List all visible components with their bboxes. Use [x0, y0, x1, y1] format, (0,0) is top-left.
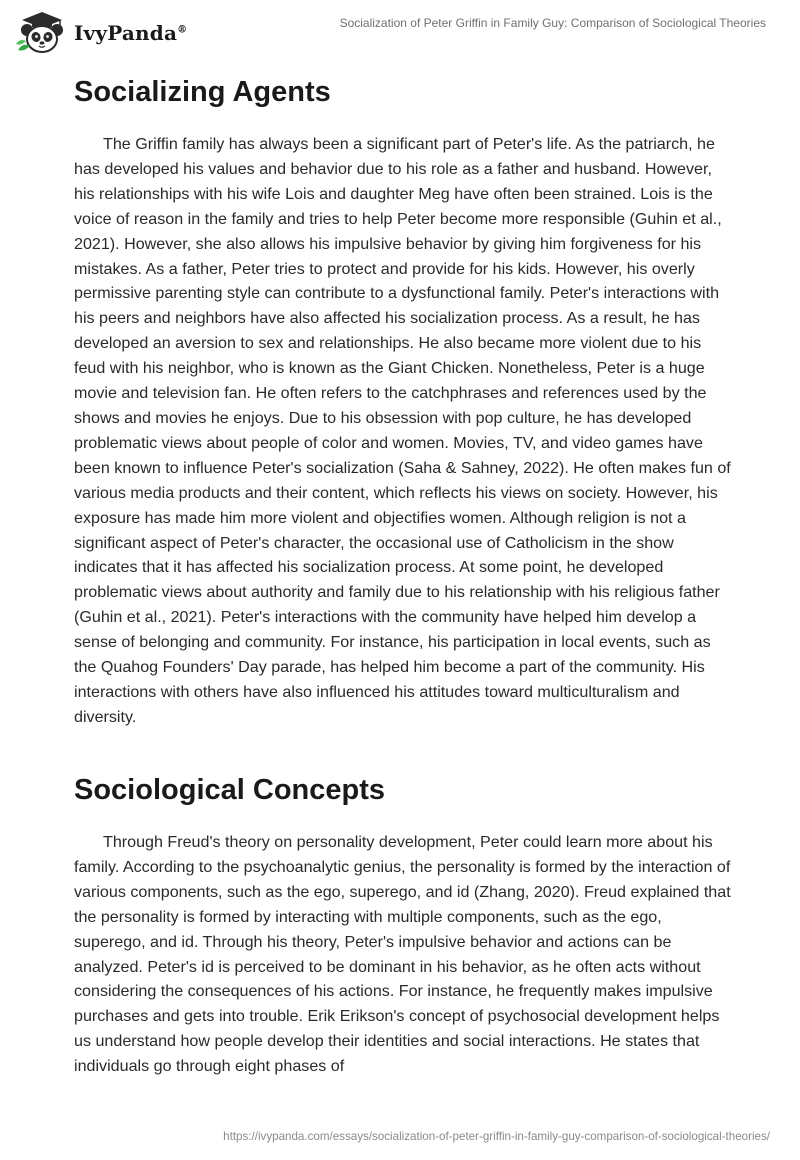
ivypanda-logo[interactable] — [14, 10, 187, 56]
section-heading-sociological-concepts: Sociological Concepts — [74, 774, 385, 806]
brand-name: IvyPanda® — [74, 21, 188, 45]
page-header — [0, 0, 800, 62]
document-title: Socialization of Peter Griffin in Family Guy: Comparison of Sociological Theories — [339, 16, 766, 30]
registered-mark: ® — [177, 24, 188, 36]
section-heading-socializing-agents: Socializing Agents — [74, 76, 331, 108]
source-url-link[interactable]: https://ivypanda.com/essays/socialization-of-peter-griffin-in-family-guy-comparison-of-sociological-theories/ — [223, 1130, 770, 1143]
section-paragraph-sociological-concepts: Through Freud's theory on personality development, Peter could learn more about his family. According to the psychoanalytic genius, the personality is formed by the interaction of various components, such as the ego, superego, and id (Zhang, 2020). Freud explained that the personality is formed by interacting with multiple components, such as the ego, superego, and id. Through his theory, Peter's impulsive behavior and actions can be analyzed. Peter's id is perceived to be dominant in his behavior, as he often acts without considering the consequences of his actions. For instance, he frequently makes impulsive purchases and gets into trouble. Erik Erikson's concept of psychosocial development helps us understand how people develop their identities and social interactions. He states that individuals go through eight phases of — [74, 833, 731, 1076]
panda-graduate-icon — [14, 10, 70, 56]
section-paragraph-socializing-agents: The Griffin family has always been a significant part of Peter's life. As the patriarch, he has developed his values and behavior due to his role as a father and husband. However, his relationships with his wife Lois and daughter Meg have often been strained. Lois is the voice of reason in the family and tries to help Peter become more responsible (Guhin et al., 2021). However, she also allows his impulsive behavior by giving him forgiveness for his mistakes. As a father, Peter tries to protect and provide for his kids. However, his overly permissive parenting style can contribute to a dysfunctional family. Peter's interactions with his peers and neighbors have also affected his socialization process. As a result, he has developed an aversion to sex and relationships. He also became more violent due to his feud with his neighbor, who is known as the Giant Chicken. Nonetheless, Peter is a huge movie and television fan. He often refers to the catchphrases and references used by the shows and movies he enjoys. Due to his obsession with pop culture, he has developed problematic views about people of color and women. Movies, TV, and video games have been known to influence Peter's socialization (Saha & Sahney, 2022). He often makes fun of various media products and their content, which reflects his views on society. However, his exposure has made him more violent and objectifies women. Although religion is not a significant aspect of Peter's character, the occasional use of Catholicism in the show indicates that it has affected his socialization process. At some point, he developed problematic views about authority and family due to his relationship with his religious father (Guhin et al., 2021). Peter's interactions with the community have helped him develop a sense of belonging and community. For instance, his participation in local events, such as the Quahog Founders' Day parade, has helped him become a part of the community. His interactions with others have also influenced his attitudes toward multiculturalism and diversity. — [74, 135, 731, 726]
